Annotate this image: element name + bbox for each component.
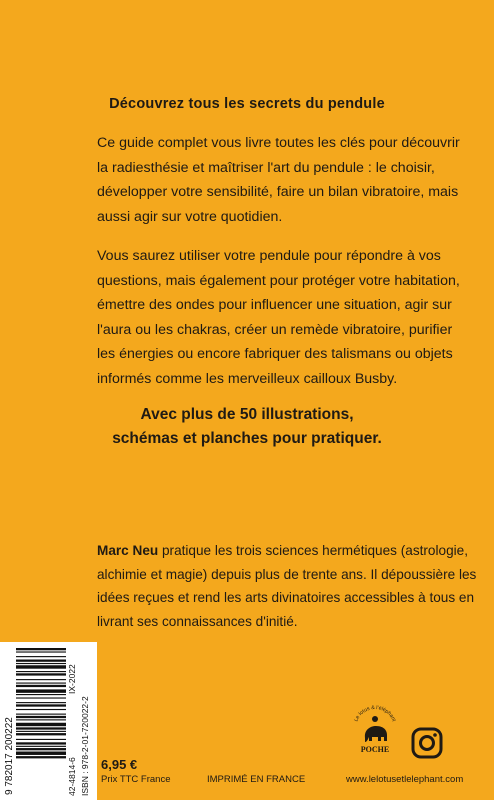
barcode-bar [16, 727, 66, 729]
barcode-bar [16, 651, 66, 652]
barcode-bar [16, 716, 66, 718]
barcode-code: 42-4814-6 [67, 757, 77, 796]
website-link[interactable]: www.lelotusetlelephant.com [346, 774, 464, 785]
highlight-line: schémas et planches pour pratiquer. [112, 430, 382, 447]
text-line: développer votre sensibilité, faire un bilan vibratoire, mais [97, 184, 459, 200]
cover-heading: Découvrez tous les secrets du pendule [109, 96, 385, 112]
barcode-bar [16, 746, 66, 747]
barcode-bar [16, 663, 66, 664]
bio-line [97, 539, 468, 563]
text-line: la radiesthésie et maîtriser l'art du pendule : le choisir, [97, 159, 435, 176]
printed-in-france: IMPRIMÉ EN FRANCE [207, 774, 306, 785]
text-line: Vous saurez utiliser votre pendule pour répondre à vos [97, 248, 441, 264]
barcode-bar [16, 694, 66, 695]
bio-line: livrant ses connaissances d'initié. [97, 613, 298, 629]
highlight-line: Avec plus de 50 illustrations, [140, 406, 354, 423]
bio-line: idées reçues et rend les arts divinatoires accessibles à tous en [97, 590, 475, 605]
author-name: Marc Neu [97, 543, 159, 558]
text-line: l'aura ou les chakras, créer un remède vibratoire, purifier [97, 321, 453, 338]
barcode-bar [16, 660, 66, 662]
barcode-bar [16, 673, 66, 675]
elephant-icon [365, 716, 387, 742]
barcode-bar [16, 733, 66, 735]
barcode-graphic [0, 642, 97, 800]
illustrations-highlight [0, 403, 494, 451]
barcode-bar [16, 648, 66, 650]
price: 6,95 € [101, 757, 138, 772]
text-line: les énergies ou encore fabriquer des talismans ou objets [97, 346, 453, 362]
barcode-bar [16, 739, 66, 740]
barcode-bar [16, 683, 66, 684]
barcode-bar [16, 714, 66, 715]
barcode-bar [16, 656, 66, 657]
barcode-ean: 9 782017 200222 [4, 717, 15, 795]
instagram-icon[interactable] [411, 727, 443, 759]
barcode-block [0, 642, 97, 800]
author-bio [97, 539, 477, 633]
description-paragraph-1 [97, 131, 460, 229]
barcode-edition: IX-2022 [67, 664, 77, 694]
barcode-bar [16, 756, 66, 758]
barcode-bar [16, 665, 66, 668]
barcode-bar [16, 704, 66, 706]
barcode-bar [16, 697, 66, 698]
text-line: informés comme les merveilleux cailloux Busby. [97, 370, 398, 387]
text-line: aussi agir sur votre quotidien. [97, 208, 283, 225]
elephant-lotus-logo [350, 704, 400, 756]
publisher-arc-text: Le lotus & l'éléphant [353, 704, 397, 723]
barcode-bar [16, 731, 66, 732]
publisher-label: POCHE [360, 745, 390, 754]
bio-line: alchimie et magie) depuis plus de trente ans. Il dépoussière les [97, 566, 477, 582]
bio-line-rest: pratique les trois sciences hermétiques (astrologie, [158, 543, 468, 558]
barcode-bar [16, 685, 66, 687]
text-line: émettre des ondes pour influencer une situation, agir sur [97, 297, 452, 313]
barcode-bar [16, 748, 66, 750]
text-line: questions, mais également pour protéger votre habitation, [97, 272, 460, 289]
barcode-bars [16, 648, 66, 758]
barcode-bar [16, 723, 66, 726]
barcode-bar [16, 702, 66, 703]
text-line: Ce guide complet vous livre toutes les clés pour découvrir [97, 135, 460, 151]
barcode-bar [16, 719, 66, 720]
barcode-bar [16, 671, 66, 672]
barcode-isbn: ISBN : 978-2-01-720022-2 [80, 696, 90, 796]
price-note: Prix TTC France [101, 774, 171, 785]
barcode-bar [16, 752, 66, 755]
barcode-bar [16, 679, 66, 680]
barcode-bar [16, 742, 66, 744]
description-paragraph-2 [97, 244, 460, 391]
barcode-bar [16, 709, 66, 710]
barcode-bar [16, 689, 66, 692]
